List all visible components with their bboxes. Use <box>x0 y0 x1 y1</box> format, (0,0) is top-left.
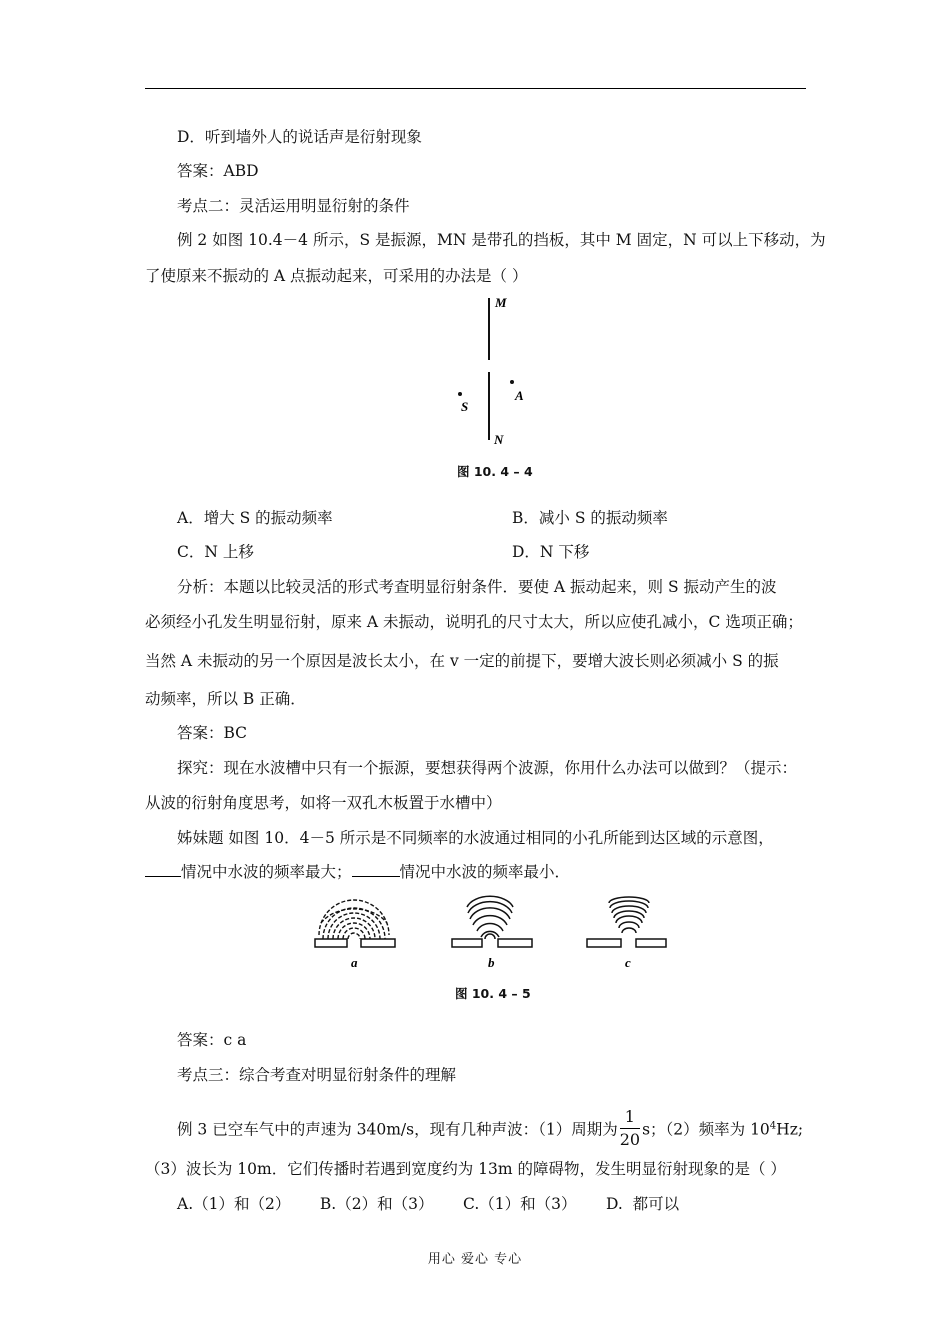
figure-caption-1: 图 10. 4 – 4 <box>457 464 533 479</box>
fraction-1-20: $\frac{1}{20}$ <box>619 1107 641 1149</box>
answer-1: 答案：ABD <box>177 162 259 180</box>
figure-10-4-5 <box>305 893 685 975</box>
analysis-line-2: 必须经小孔发生明显衍射，原来 A 未振动，说明孔的尺寸太大，所以应使孔减小，C 选项正确； <box>145 613 803 631</box>
option-d-previous: D．听到墙外人的说话声是衍射现象 <box>177 128 422 146</box>
label-a: A <box>515 388 524 403</box>
label-n: N <box>494 432 504 447</box>
answer-2: 答案：BC <box>177 724 248 742</box>
example-2-line-1: 例 2 如图 10.4－4 所示，S 是振源，MN 是带孔的挡板，其中 M 固定，N 可以上下移动，为 <box>177 231 826 249</box>
section-heading-2: 考点二：灵活运用明显衍射的条件 <box>177 197 410 215</box>
example-2-line-2: 了使原来不振动的 A 点振动起来，可采用的办法是（ ） <box>145 267 528 285</box>
sister-question-line-2: 情况中水波的频率最大； 情况中水波的频率最小． <box>145 861 570 883</box>
source-dot <box>458 392 462 396</box>
panel-a <box>315 900 395 970</box>
point-a-dot <box>510 380 514 384</box>
analysis-line-3: 当然 A 未振动的另一个原因是波长太小，在 v 一定的前提下，要增大波长则必须减小 S 的振 <box>145 652 779 670</box>
example-3-options: A.（1）和（2） B.（2）和（3） C.（1）和（3） D. 都可以 <box>177 1195 680 1213</box>
option-c: C．N 上移 <box>177 543 254 561</box>
explore-line-1: 探究：现在水波槽中只有一个振源，要想获得两个波源，你用什么办法可以做到？（提示： <box>177 759 798 777</box>
label-s: S <box>461 399 469 414</box>
answer-blank-1[interactable] <box>145 862 181 877</box>
figure-10-4-4 <box>440 290 550 450</box>
figure-caption-2: 图 10. 4 – 5 <box>455 986 531 1001</box>
panel-b <box>452 896 532 970</box>
label-panel-b: b <box>488 955 495 970</box>
sister-question-line-1: 姊妹题 如图 10．4－5 所示是不同频率的水波通过相同的小孔所能到达区域的示意图， <box>177 829 774 847</box>
label-panel-a: a <box>351 955 358 970</box>
option-a: A．增大 S 的振动频率 <box>177 509 333 527</box>
header-rule <box>145 88 806 89</box>
label-panel-c: c <box>625 955 631 970</box>
section-heading-3: 考点三：综合考查对明显衍射条件的理解 <box>177 1066 457 1084</box>
example-3-line-1: 例 3 已空车气中的声速为 340m/s，现有几种声波：（1）周期为 $\frac{1}{20}$ s；（2）频率为 $10^4Hz$; <box>177 1107 804 1149</box>
analysis-line-1: 分析：本题以比较灵活的形式考查明显衍射条件．要使 A 振动起来，则 S 振动产生的波 <box>177 578 777 596</box>
panel-c <box>587 897 666 970</box>
answer-blank-2[interactable] <box>352 862 400 877</box>
page-footer: 用心 爱心 专心 <box>427 1252 523 1267</box>
example-3-line-2: （3）波长为 10m．它们传播时若遇到宽度约为 13m 的障碍物，发生明显衍射现象的是（ ） <box>145 1160 786 1178</box>
label-m: M <box>495 295 507 310</box>
answer-3: 答案：c a <box>177 1031 247 1049</box>
analysis-line-4: 动频率，所以 B 正确． <box>145 690 306 708</box>
explore-line-2: 从波的衍射角度思考，如将一双孔木板置于水槽中） <box>145 794 502 812</box>
option-b: B．减小 S 的振动频率 <box>512 509 668 527</box>
option-d: D．N 下移 <box>512 543 590 561</box>
